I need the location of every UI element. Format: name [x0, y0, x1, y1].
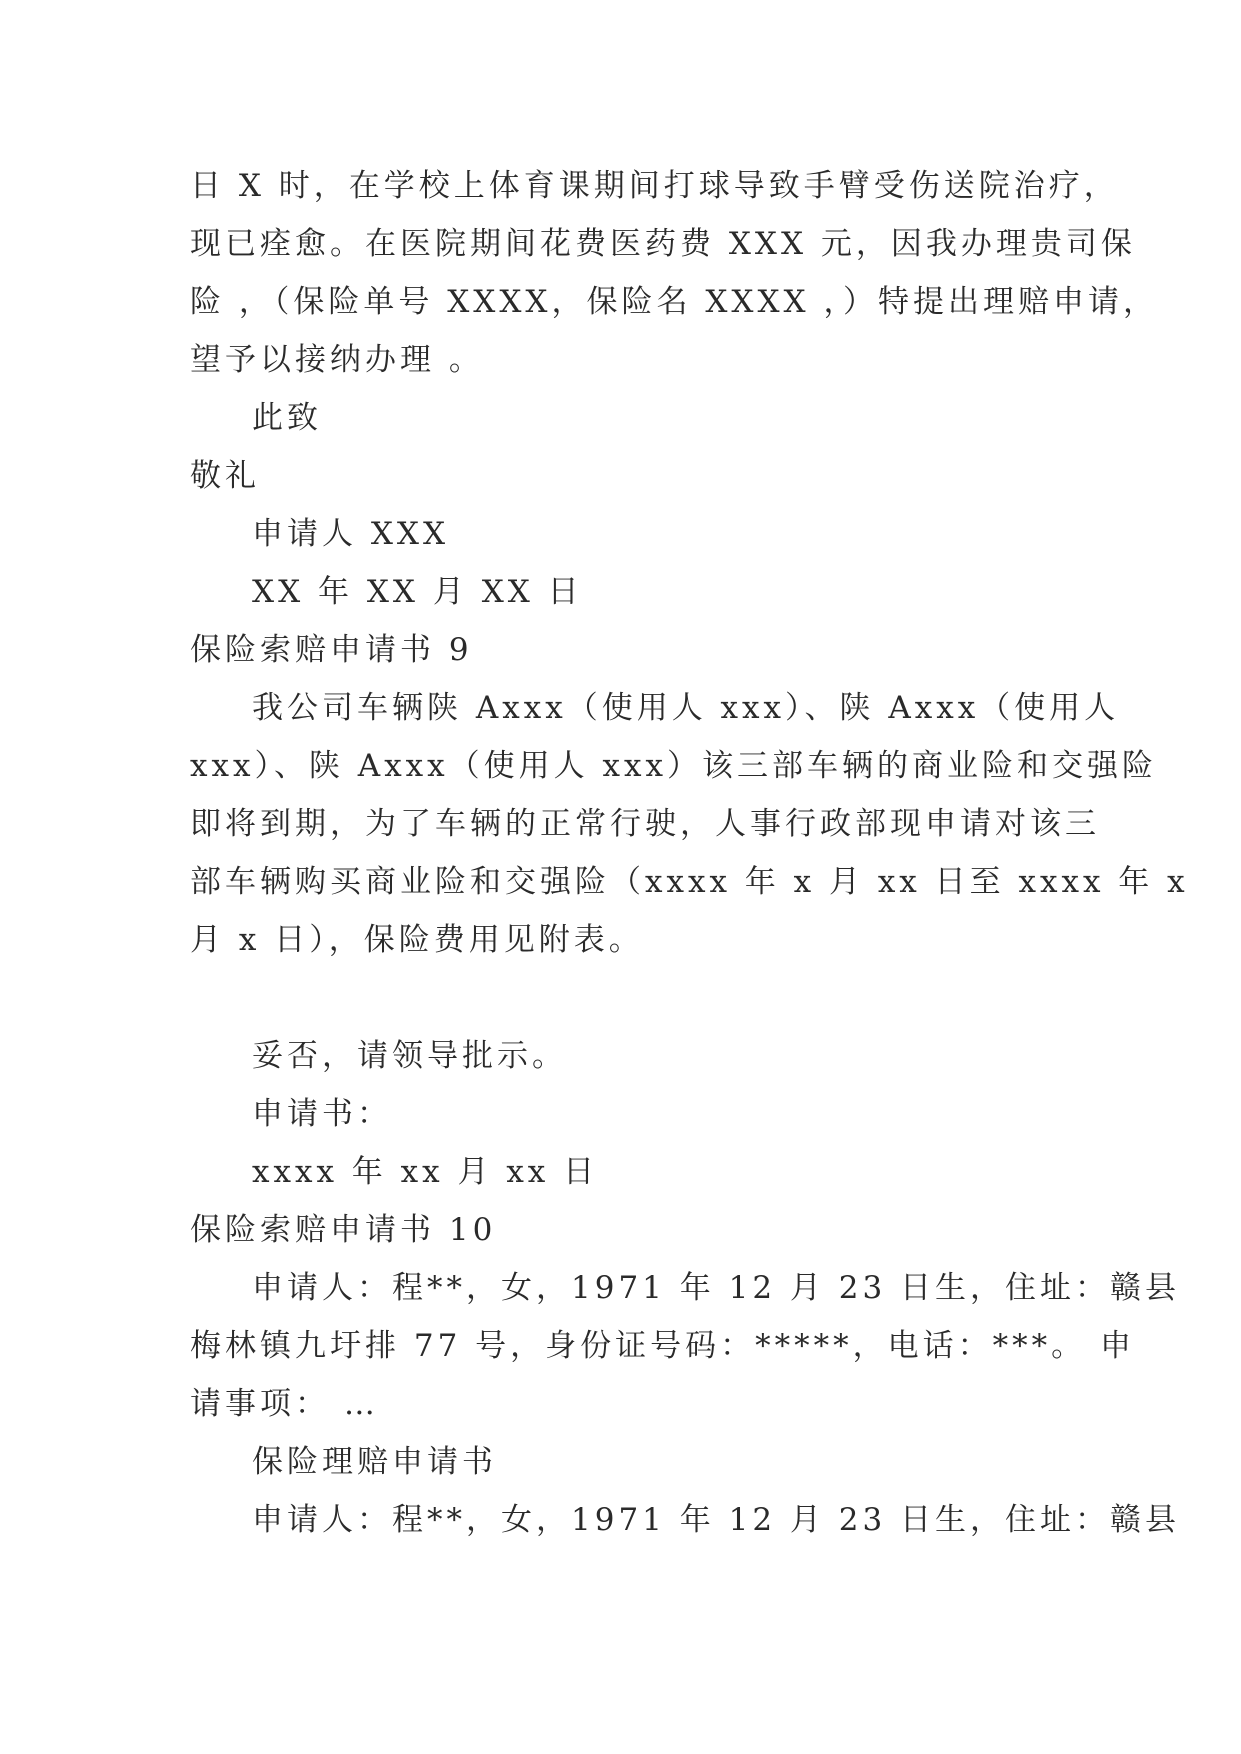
document-content [190, 157, 1189, 1549]
blank-line [190, 969, 1070, 1027]
text-line: 月 x 日），保险费用见附表。 [190, 922, 644, 958]
text-line: 望予以接纳办理 。 [190, 342, 484, 378]
text-line: 现已痊愈。在医院期间花费医药费 XXX 元，因我办理贵司保 [190, 226, 1136, 262]
text-line: 即将到期，为了车辆的正常行驶，人事行政部现申请对该三 [190, 806, 1100, 842]
text-line: 日 X 时，在学校上体育课期间打球导致手臂受伤送院治疗， [190, 168, 1119, 204]
section-9-body [190, 679, 1189, 969]
salutation-line: 此致 [252, 400, 322, 436]
text-line: 险 ，（保险单号 XXXX，保险名 XXXX ，）特提出理赔申请， [190, 284, 1158, 320]
text-line: 部车辆购买商业险和交强险（xxxx 年 x 月 xx 日至 xxxx 年 x [190, 864, 1189, 900]
claim-body-paragraph [190, 157, 1158, 389]
text-line: 梅林镇九圩排 77 号，身份证号码：*****，电话：***。 申 [190, 1328, 1136, 1364]
section-title: 保险索赔申请书 9 [190, 632, 473, 668]
signature-date: XX 年 XX 月 XX 日 [252, 574, 583, 610]
section-10-intro [190, 1259, 1181, 1433]
text-line: 申请人：程**，女，1971 年 12 月 23 日生，住址：赣县 [252, 1270, 1181, 1306]
text-line: 我公司车辆陕 Axxx（使用人 xxx）、陕 Axxx（使用人 [252, 690, 1120, 726]
section-title: 保险索赔申请书 10 [190, 1212, 497, 1248]
text-line: xxx）、陕 Axxx（使用人 xxx）该三部车辆的商业险和交强险 [190, 748, 1157, 784]
text-line: 申请人：程**，女，1971 年 12 月 23 日生，住址：赣县 [252, 1502, 1181, 1538]
salutation-line: 敬礼 [190, 458, 260, 494]
section-subtitle: 保险理赔申请书 [252, 1444, 497, 1480]
section-date: xxxx 年 xx 月 xx 日 [252, 1154, 599, 1190]
applicant-label: 申请书： [252, 1096, 392, 1132]
applicant-signature: 申请人 XXX [252, 516, 450, 552]
approval-request: 妥否，请领导批示。 [252, 1038, 567, 1074]
text-line: 请事项： … [190, 1386, 379, 1422]
